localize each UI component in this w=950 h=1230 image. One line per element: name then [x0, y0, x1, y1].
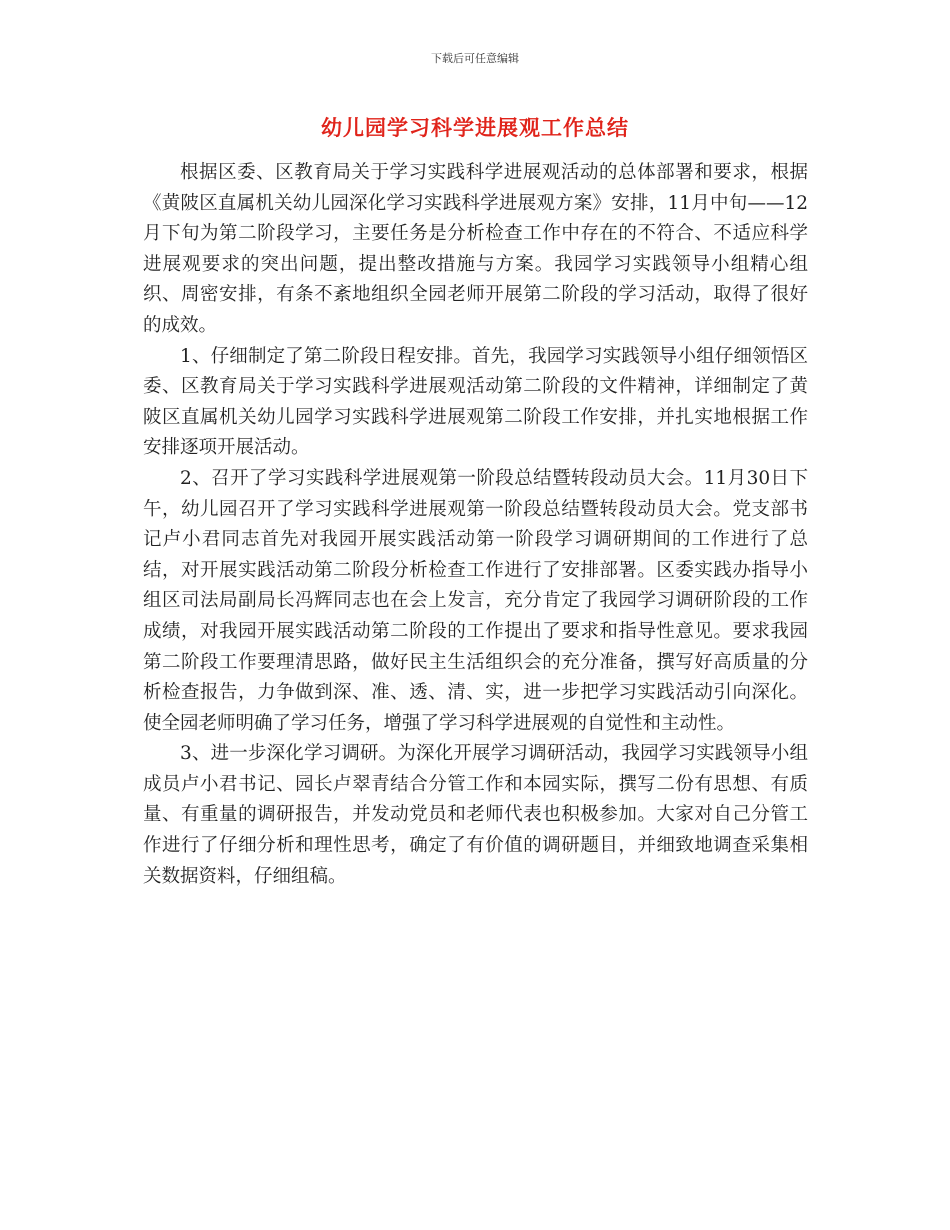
paragraph-item-2: 2、召开了学习实践科学进展观第一阶段总结暨转段动员大会。11月30日下午，幼儿园召开了学习实践科学进展观第一阶段总结暨转段动员大会。党支部书记卢小君同志首先对我园开展实践活动第一阶段学习调研期间的工作进行了总结，对开展实践活动第二阶段分析检查工作进行了安排部署。区委实践办指导小组区司法局副局长冯辉同志也在会上发言，充分肯定了我园学习调研阶段的工作成绩，对我园开展实践活动第二阶段的工作提出了要求和指导性意见。要求我园第二阶段工作要理清思路，做好民主生活组织会的充分准备，撰写好高质量的分析检查报告，力争做到深、准、透、清、实，进一步把学习实践活动引向深化。使全园老师明确了学习任务，增强了学习科学进展观的自觉性和主动性。 — [143, 467, 808, 734]
document-body — [143, 158, 808, 892]
paragraph-intro: 根据区委、区教育局关于学习实践科学进展观活动的总体部署和要求，根据《黄陂区直属机关幼儿园深化学习实践科学进展观方案》安排，11月中旬——12月下旬为第二阶段学习，主要任务是分析检查工作中存在的不符合、不适应科学进展观要求的突出问题，提出整改措施与方案。我园学习实践领导小组精心组织、周密安排，有条不紊地组织全园老师开展第二阶段的学习活动，取得了很好的成效。 — [143, 162, 808, 336]
page-header-note: 下载后可任意编辑 — [431, 52, 519, 65]
paragraph-item-3: 3、进一步深化学习调研。为深化开展学习调研活动，我园学习实践领导小组成员卢小君书记、园长卢翠青结合分管工作和本园实际，撰写二份有思想、有质量、有重量的调研报告，并发动党员和老师代表也积极参加。大家对自己分管工作进行了仔细分析和理性思考，确定了有价值的调研题目，并细致地调查采集相关数据资料，仔细组稿。 — [143, 743, 808, 887]
paragraph-item-1: 1、仔细制定了第二阶段日程安排。首先，我园学习实践领导小组仔细领悟区委、区教育局关于学习实践科学进展观活动第二阶段的文件精神，详细制定了黄陂区直属机关幼儿园学习实践科学进展观第二阶段工作安排，并扎实地根据工作安排逐项开展活动。 — [143, 345, 808, 459]
document-title: 幼儿园学习科学进展观工作总结 — [321, 115, 629, 140]
